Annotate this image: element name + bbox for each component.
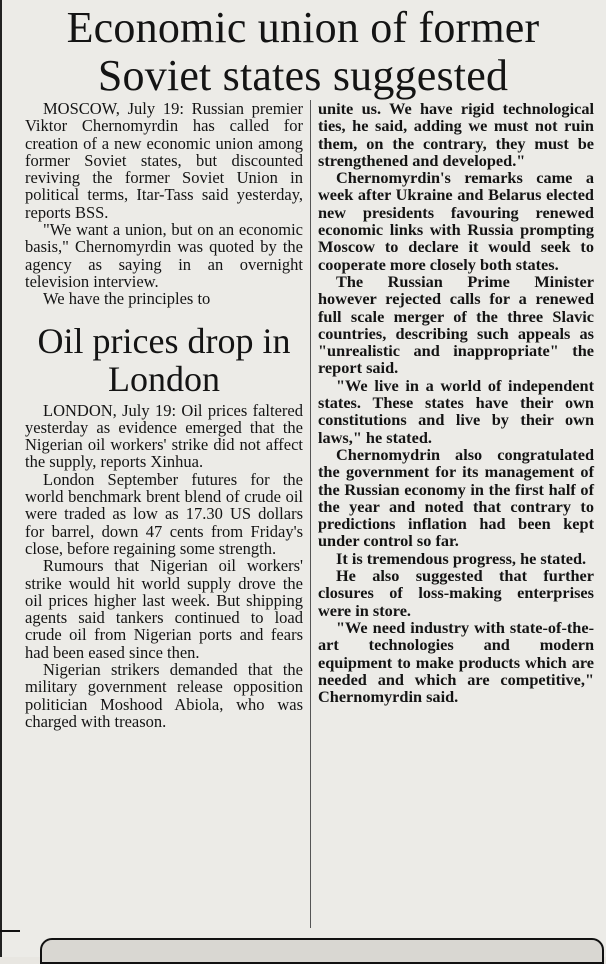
oil-headline: Oil prices drop in London [37, 320, 291, 399]
clipping-left-edge [0, 0, 6, 957]
oil-paragraph: LONDON, July 19: Oil prices faltered yesterday as evidence emerged that the Nigerian oil workers' strike did not affect the supply, reports Xinhua. [25, 400, 303, 472]
oil-paragraph: Nigerian strikers demanded that the military government release opposition politician Moshood Abiola, who was charged with treason. [25, 660, 303, 731]
article-paragraph: MOSCOW, July 19: Russian premier Viktor Chernomyrdin has called for creation of a new economic union among former Soviet states, but discounted reviving the former Soviet Union in political terms, Itar-Tass said yesterday, reports BSS. [25, 99, 303, 222]
article-paragraph: We have the principles to [43, 289, 211, 309]
article-paragraph: "We need industry with state-of-the-art technologies and modern equipment to make products which are needed and which are competitive," Chernomyrdin said. [318, 617, 594, 707]
article-paragraph: Chernomydrin also congratulated the government for its management of the Russian economy in the first half of the year and noted that contrary to predictions inflation had been kept under control so far. [318, 444, 594, 551]
clipping-bottom-edge [0, 930, 20, 932]
oil-paragraph: London September futures for the world benchmark brent blend of crude oil were traded as low as 17.30 US dollars for barrel, down 47 cents from Friday's close, before regaining some strength. [25, 469, 303, 558]
article-paragraph: Chernomyrdin's remarks came a week after Ukraine and Belarus elected new presidents favouring renewed economic links with Russia prompting Moscow to declare it would seek to cooperate more closely both states. [318, 168, 594, 274]
article-paragraph: He also suggested that further closures of loss-making enterprises were in store. [318, 566, 594, 620]
article-paragraph: "We live in a world of independent states. These states have their own constitutions and live by their own laws," he stated. [318, 375, 594, 447]
article-paragraph: The Russian Prime Minister however rejected calls for a renewed full scale merger of the three Slavic countries, describing such appeals as "unrealistic and inappropriate" the report said. [318, 271, 594, 378]
next-article-edge [40, 938, 604, 964]
article-paragraph: "We want a union, but on an economic basis," Chernomyrdin was quoted by the agency as saying in an overnight television interview. [25, 220, 303, 291]
article-paragraph: It is tremendous progress, he stated. [336, 548, 587, 568]
oil-paragraph: Rumours that Nigerian oil workers' strike would hit world supply drove the oil prices higher last week. But shipping agents said tankers continued to load crude oil from Nigerian ports and fears had been eased since then. [25, 556, 303, 662]
left-column [25, 100, 303, 730]
column-divider [310, 100, 311, 928]
article-paragraph: unite us. We have rigid technological ties, he said, adding we must not ruin them, on the contrary, they must be strengthened and developed." [318, 99, 594, 170]
main-headline: Economic union of former Soviet states suggested [66, 3, 540, 100]
right-column [318, 100, 594, 705]
